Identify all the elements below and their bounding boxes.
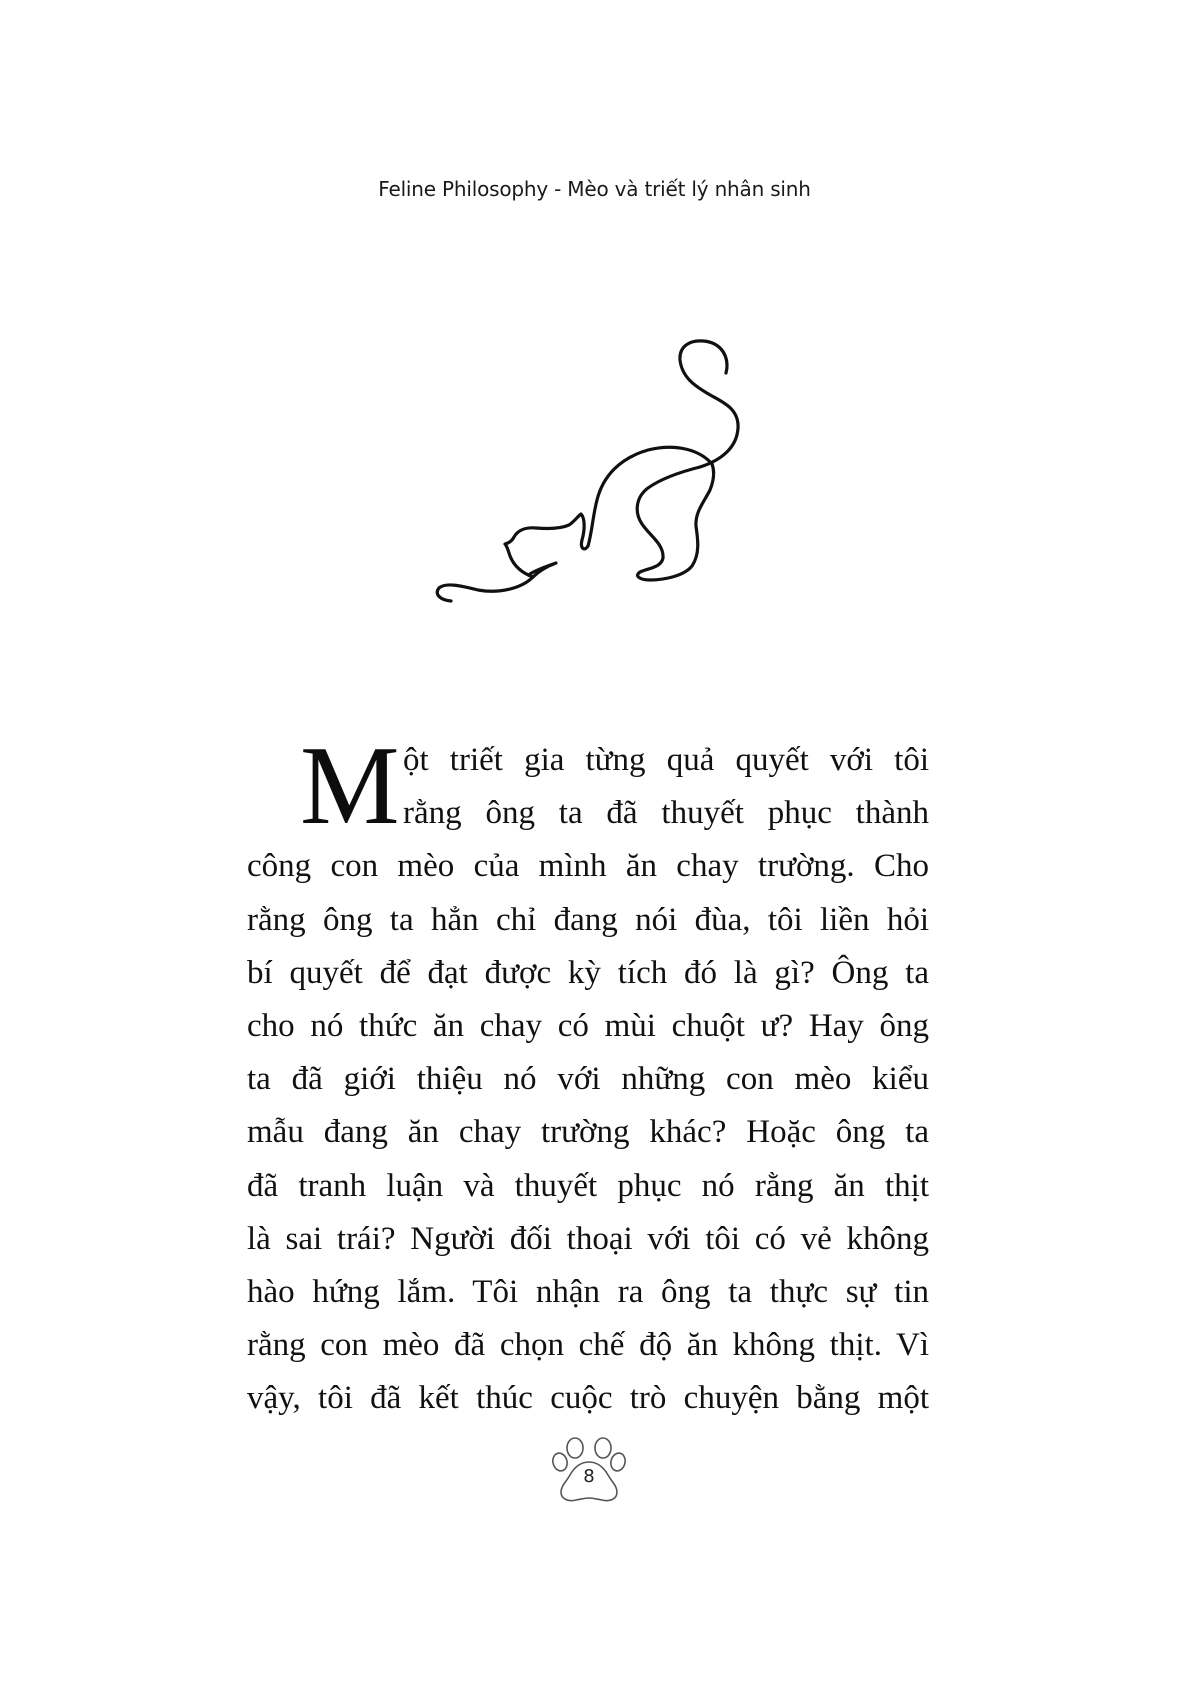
body-line: rằng ông ta hẳn chỉ đang nói đùa, tôi liền hỏi xyxy=(247,901,929,938)
body-line: rằng ông ta đã thuyết phục thành xyxy=(403,795,929,832)
body-line: rằng con mèo đã chọn chế độ ăn không thịt. Vì xyxy=(247,1327,929,1364)
body-line: hào hứng lắm. Tôi nhận ra ông ta thực sự tin xyxy=(247,1273,929,1310)
running-header: Feline Philosophy - Mèo và triết lý nhân sinh xyxy=(378,177,811,201)
body-line: cho nó thức ăn chay có mùi chuột ư? Hay ông xyxy=(247,1007,929,1044)
cat-line-drawing-icon xyxy=(0,0,1189,700)
body-paragraph xyxy=(247,734,929,1425)
body-line: ột triết gia từng quả quyết với tôi xyxy=(403,742,929,778)
body-line: mẫu đang ăn chay trường khác? Hoặc ông ta xyxy=(247,1114,929,1151)
body-line: là sai trái? Người đối thoại với tôi có vẻ không xyxy=(247,1220,929,1257)
body-line: ta đã giới thiệu nó với những con mèo kiểu xyxy=(247,1061,929,1098)
page-number: 8 xyxy=(583,1466,595,1487)
body-line: bí quyết để đạt được kỳ tích đó là gì? Ông ta xyxy=(247,954,929,991)
drop-cap: M xyxy=(300,724,400,848)
body-line: công con mèo của mình ăn chay trường. Cho xyxy=(247,848,929,885)
body-line: đã tranh luận và thuyết phục nó rằng ăn thịt xyxy=(247,1167,929,1204)
body-line: vậy, tôi đã kết thúc cuộc trò chuyện bằng một xyxy=(247,1380,929,1417)
page-footer xyxy=(550,1436,632,1504)
